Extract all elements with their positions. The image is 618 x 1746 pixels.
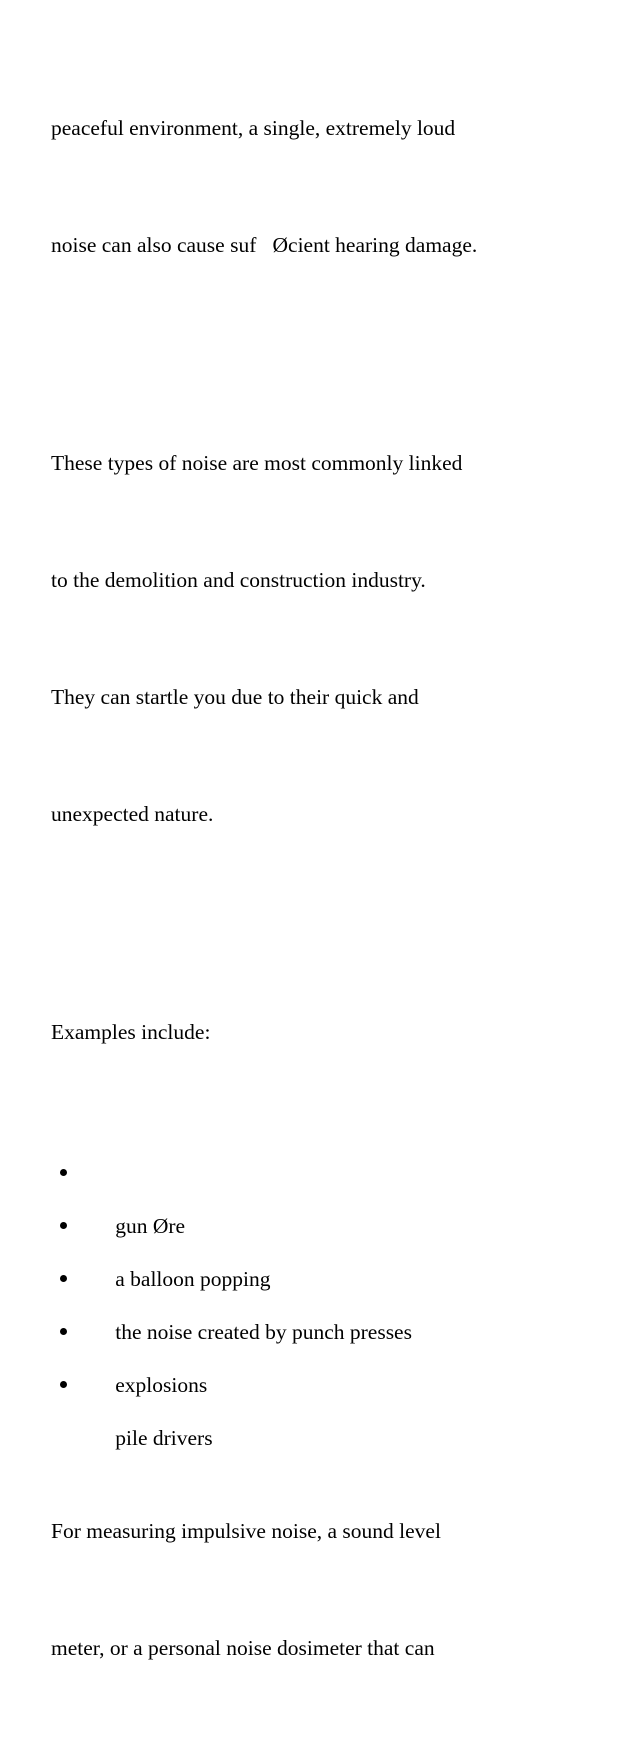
bullet-icon (60, 1328, 67, 1335)
list-item (51, 1159, 591, 1238)
text-line: noise can also cause suf Øcient hearing damage. (51, 233, 478, 257)
text-line: peaceful environment, a single, extremely loud (51, 116, 456, 140)
bullet-icon (60, 1222, 67, 1229)
list-item (51, 1318, 591, 1397)
list-item-text: a balloon popping (115, 1267, 271, 1291)
text-line: meter, or a personal noise dosimeter that can (51, 1636, 435, 1660)
paragraph-noise-types (51, 366, 591, 912)
text-line: Examples include: (51, 1020, 211, 1044)
bullet-icon (60, 1275, 67, 1282)
text-line: unexpected nature. (51, 802, 214, 826)
list-item-text: the noise created by punch presses (115, 1320, 412, 1344)
text-line: These types of noise are most commonly linked (51, 451, 463, 475)
paragraph-hearing-damage (51, 31, 591, 343)
document-page (51, 31, 591, 1746)
text-line: They can startle you due to their quick and (51, 685, 419, 709)
text-line: to the demolition and construction industry. (51, 568, 426, 592)
bullet-icon (60, 1381, 67, 1388)
bullet-icon (60, 1169, 67, 1176)
examples-list (51, 1159, 591, 1450)
list-item-text: explosions (115, 1373, 208, 1397)
list-item (51, 1371, 591, 1450)
list-item-text: pile drivers (115, 1426, 213, 1450)
list-item (51, 1265, 591, 1344)
list-item-text: gun Øre (115, 1214, 186, 1238)
paragraph-measuring (51, 1434, 591, 1746)
list-item (51, 1212, 591, 1291)
text-line: For measuring impulsive noise, a sound level (51, 1519, 441, 1543)
paragraph-examples-intro (51, 935, 591, 1130)
